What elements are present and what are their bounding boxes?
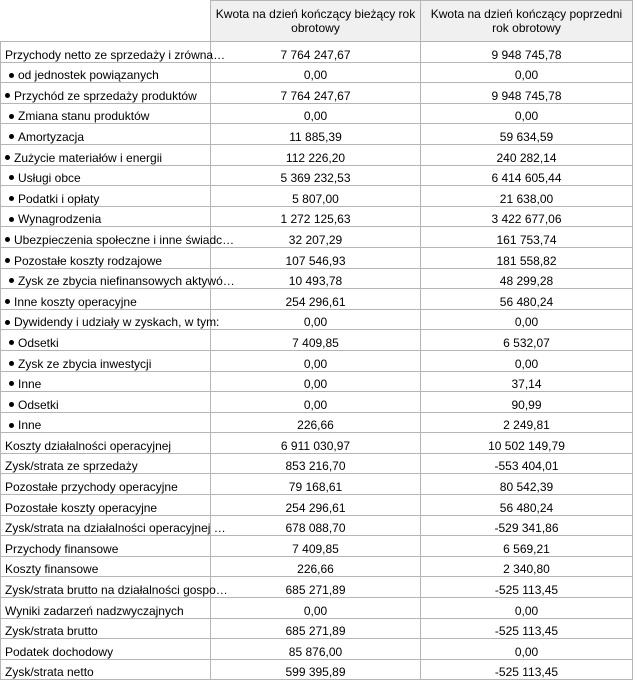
- row-label-cell: [1, 124, 211, 145]
- current-year-value: 0,00: [211, 598, 421, 619]
- previous-year-value: 56 480,24: [421, 289, 633, 310]
- row-label: Wynagrodzenia: [18, 212, 102, 227]
- row-label: Podatek dochodowy: [5, 644, 114, 659]
- row-label: Pozostałe koszty operacyjne: [5, 500, 158, 515]
- current-year-value: 5 807,00: [211, 186, 421, 207]
- current-year-value: 85 876,00: [211, 639, 421, 660]
- previous-year-value: 6 414 605,44: [421, 165, 633, 186]
- bullet-icon: [9, 73, 14, 78]
- row-label-cell: [1, 556, 211, 577]
- table-row: [1, 536, 633, 557]
- current-year-value: 599 395,89: [211, 659, 421, 680]
- row-label: Zysk/strata na działalności operacyjnej …: [5, 521, 226, 536]
- previous-year-value: 21 638,00: [421, 186, 633, 207]
- current-year-value: 853 216,70: [211, 453, 421, 474]
- table-row: [1, 206, 633, 227]
- current-year-value: 7 409,85: [211, 536, 421, 557]
- current-year-value: 1 272 125,63: [211, 206, 421, 227]
- row-label-cell: [1, 392, 211, 413]
- table-row: [1, 577, 633, 598]
- current-year-value: 10 493,78: [211, 268, 421, 289]
- table-row: [1, 62, 633, 83]
- table-row: [1, 515, 633, 536]
- table-row: [1, 659, 633, 680]
- previous-year-value: 0,00: [421, 62, 633, 83]
- previous-year-value: 161 753,74: [421, 227, 633, 248]
- previous-year-value: 0,00: [421, 350, 633, 371]
- table-row: [1, 268, 633, 289]
- bullet-icon: [5, 258, 10, 263]
- previous-year-value: -525 113,45: [421, 659, 633, 680]
- row-label: Odsetki: [18, 335, 59, 350]
- row-label-cell: [1, 371, 211, 392]
- bullet-icon: [9, 175, 14, 180]
- table-body: [1, 42, 633, 680]
- previous-year-value: -525 113,45: [421, 618, 633, 639]
- current-year-value: 678 088,70: [211, 515, 421, 536]
- bullet-icon: [9, 196, 14, 201]
- current-year-value: 0,00: [211, 371, 421, 392]
- header-current-year: Kwota na dzień kończący bieżący rok obrotowy: [211, 1, 421, 42]
- current-year-value: 254 296,61: [211, 289, 421, 310]
- table-row: [1, 433, 633, 454]
- table-row: [1, 330, 633, 351]
- row-label: Zmiana stanu produktów: [18, 109, 150, 124]
- row-label: Przychody finansowe: [5, 541, 119, 556]
- row-label-cell: [1, 577, 228, 598]
- bullet-icon: [5, 237, 10, 242]
- table-row: [1, 227, 633, 248]
- table-row: [1, 453, 633, 474]
- current-year-value: 0,00: [211, 62, 421, 83]
- table-row: [1, 412, 633, 433]
- bullet-icon: [5, 299, 10, 304]
- bullet-icon: [9, 340, 14, 345]
- table-row: [1, 83, 633, 104]
- row-label-cell: [1, 536, 211, 557]
- row-label: Koszty działalności operacyjnej: [5, 438, 172, 453]
- row-label-cell: [1, 412, 211, 433]
- row-label-cell: [1, 103, 211, 124]
- row-label: Amortyzacja: [18, 129, 85, 144]
- row-label: Usługi obce: [18, 171, 81, 186]
- row-label: Zysk/strata netto: [5, 665, 94, 680]
- table-row: [1, 371, 633, 392]
- table-row: [1, 556, 633, 577]
- current-year-value: 107 546,93: [211, 247, 421, 268]
- bullet-icon: [9, 423, 14, 428]
- current-year-value: 685 271,89: [211, 577, 421, 598]
- row-label: Podatki i opłaty: [18, 191, 100, 206]
- row-label: Zysk ze zbycia niefinansowych aktywó…: [18, 274, 235, 289]
- table-row: [1, 618, 633, 639]
- table-row: [1, 42, 633, 63]
- row-label-cell: [1, 495, 211, 516]
- row-label-cell: [1, 206, 211, 227]
- previous-year-value: -553 404,01: [421, 453, 633, 474]
- current-year-value: 5 369 232,53: [211, 165, 421, 186]
- previous-year-value: 6 569,21: [421, 536, 633, 557]
- row-label: Inne: [18, 377, 42, 392]
- table-row: [1, 289, 633, 310]
- previous-year-value: 2 249,81: [421, 412, 633, 433]
- row-label-cell: [1, 309, 220, 330]
- row-label-cell: [1, 83, 211, 104]
- previous-year-value: 48 299,28: [421, 268, 633, 289]
- row-label-cell: [1, 639, 211, 660]
- bullet-icon: [9, 278, 14, 283]
- table-row: [1, 474, 633, 495]
- row-label: Dywidendy i udziały w zyskach, w tym:: [14, 315, 220, 330]
- bullet-icon: [5, 155, 10, 160]
- current-year-value: 6 911 030,97: [211, 433, 421, 454]
- row-label-cell: [1, 618, 211, 639]
- row-label: Pozostałe przychody operacyjne: [5, 480, 178, 495]
- row-label-cell: [1, 144, 211, 165]
- bullet-icon: [5, 93, 10, 98]
- row-label-cell: [1, 474, 211, 495]
- bullet-icon: [9, 361, 14, 366]
- row-label: Ubezpieczenia społeczne i inne świadc…: [14, 232, 235, 247]
- row-label: Zużycie materiałów i energii: [14, 150, 163, 165]
- row-label: Koszty finansowe: [5, 562, 99, 577]
- table-row: [1, 124, 633, 145]
- current-year-value: 254 296,61: [211, 495, 421, 516]
- row-label: od jednostek powiązanych: [18, 68, 159, 83]
- current-year-value: 0,00: [211, 350, 421, 371]
- row-label: Pozostałe koszty rodzajowe: [14, 253, 163, 268]
- bullet-icon: [5, 320, 10, 325]
- previous-year-value: -529 341,86: [421, 515, 633, 536]
- table-row: [1, 392, 633, 413]
- row-label-cell: [1, 350, 211, 371]
- row-label-cell: [1, 598, 211, 619]
- row-label-cell: [1, 433, 211, 454]
- previous-year-value: 0,00: [421, 309, 633, 330]
- row-label: Wyniki zadarzeń nadzwyczajnych: [5, 603, 184, 618]
- row-label-cell: [1, 62, 211, 83]
- table-row: [1, 144, 633, 165]
- previous-year-value: 56 480,24: [421, 495, 633, 516]
- row-label-cell: [1, 268, 235, 289]
- row-label: Przychody netto ze sprzedaży i zrówna…: [5, 47, 226, 62]
- previous-year-value: 181 558,82: [421, 247, 633, 268]
- current-year-value: 226,66: [211, 556, 421, 577]
- previous-year-value: 37,14: [421, 371, 633, 392]
- current-year-value: 7 764 247,67: [211, 42, 421, 63]
- previous-year-value: 80 542,39: [421, 474, 633, 495]
- row-label-cell: [1, 453, 211, 474]
- previous-year-value: 0,00: [421, 103, 633, 124]
- previous-year-value: 3 422 677,06: [421, 206, 633, 227]
- header-row: [1, 1, 633, 42]
- bullet-icon: [9, 402, 14, 407]
- row-label-cell: [1, 186, 211, 207]
- previous-year-value: 9 948 745,78: [421, 83, 633, 104]
- current-year-value: 32 207,29: [211, 227, 421, 248]
- table-row: [1, 309, 633, 330]
- previous-year-value: 0,00: [421, 598, 633, 619]
- table-row: [1, 639, 633, 660]
- previous-year-value: 240 282,14: [421, 144, 633, 165]
- previous-year-value: 90,99: [421, 392, 633, 413]
- header-corner-cell: [1, 1, 211, 42]
- table-row: [1, 350, 633, 371]
- row-label: Przychód ze sprzedaży produktów: [14, 88, 197, 103]
- row-label: Zysk ze zbycia inwestycji: [18, 356, 152, 371]
- current-year-value: 685 271,89: [211, 618, 421, 639]
- table-row: [1, 247, 633, 268]
- previous-year-value: 2 340,80: [421, 556, 633, 577]
- bullet-icon: [9, 114, 14, 119]
- row-label-cell: [1, 330, 211, 351]
- current-year-value: 79 168,61: [211, 474, 421, 495]
- row-label-cell: [1, 515, 226, 536]
- row-label: Zysk/strata ze sprzedaży: [5, 459, 138, 474]
- previous-year-value: 10 502 149,79: [421, 433, 633, 454]
- row-label-cell: [1, 165, 211, 186]
- row-label: Odsetki: [18, 397, 59, 412]
- current-year-value: 112 226,20: [211, 144, 421, 165]
- bullet-icon: [9, 217, 14, 222]
- previous-year-value: 6 532,07: [421, 330, 633, 351]
- row-label: Inne koszty operacyjne: [14, 294, 137, 309]
- bullet-icon: [9, 134, 14, 139]
- current-year-value: 7 409,85: [211, 330, 421, 351]
- row-label-cell: [1, 659, 211, 680]
- current-year-value: 11 885,39: [211, 124, 421, 145]
- row-label-cell: [1, 247, 211, 268]
- table-row: [1, 103, 633, 124]
- row-label-cell: [1, 289, 211, 310]
- previous-year-value: -525 113,45: [421, 577, 633, 598]
- row-label-cell: [1, 227, 235, 248]
- table-row: [1, 495, 633, 516]
- table-row: [1, 598, 633, 619]
- current-year-value: 0,00: [211, 309, 421, 330]
- table-row: [1, 165, 633, 186]
- current-year-value: 7 764 247,67: [211, 83, 421, 104]
- row-label-cell: [1, 42, 226, 63]
- current-year-value: 226,66: [211, 412, 421, 433]
- current-year-value: 0,00: [211, 103, 421, 124]
- previous-year-value: 0,00: [421, 639, 633, 660]
- header-previous-year: Kwota na dzień kończący poprzedni rok obrotowy: [421, 1, 633, 42]
- row-label: Zysk/strata brutto: [5, 624, 98, 639]
- row-label: Inne: [18, 418, 42, 433]
- row-label: Zysk/strata brutto na działalności gospo…: [5, 583, 228, 598]
- previous-year-value: 59 634,59: [421, 124, 633, 145]
- previous-year-value: 9 948 745,78: [421, 42, 633, 63]
- table-row: [1, 186, 633, 207]
- bullet-icon: [9, 381, 14, 386]
- current-year-value: 0,00: [211, 392, 421, 413]
